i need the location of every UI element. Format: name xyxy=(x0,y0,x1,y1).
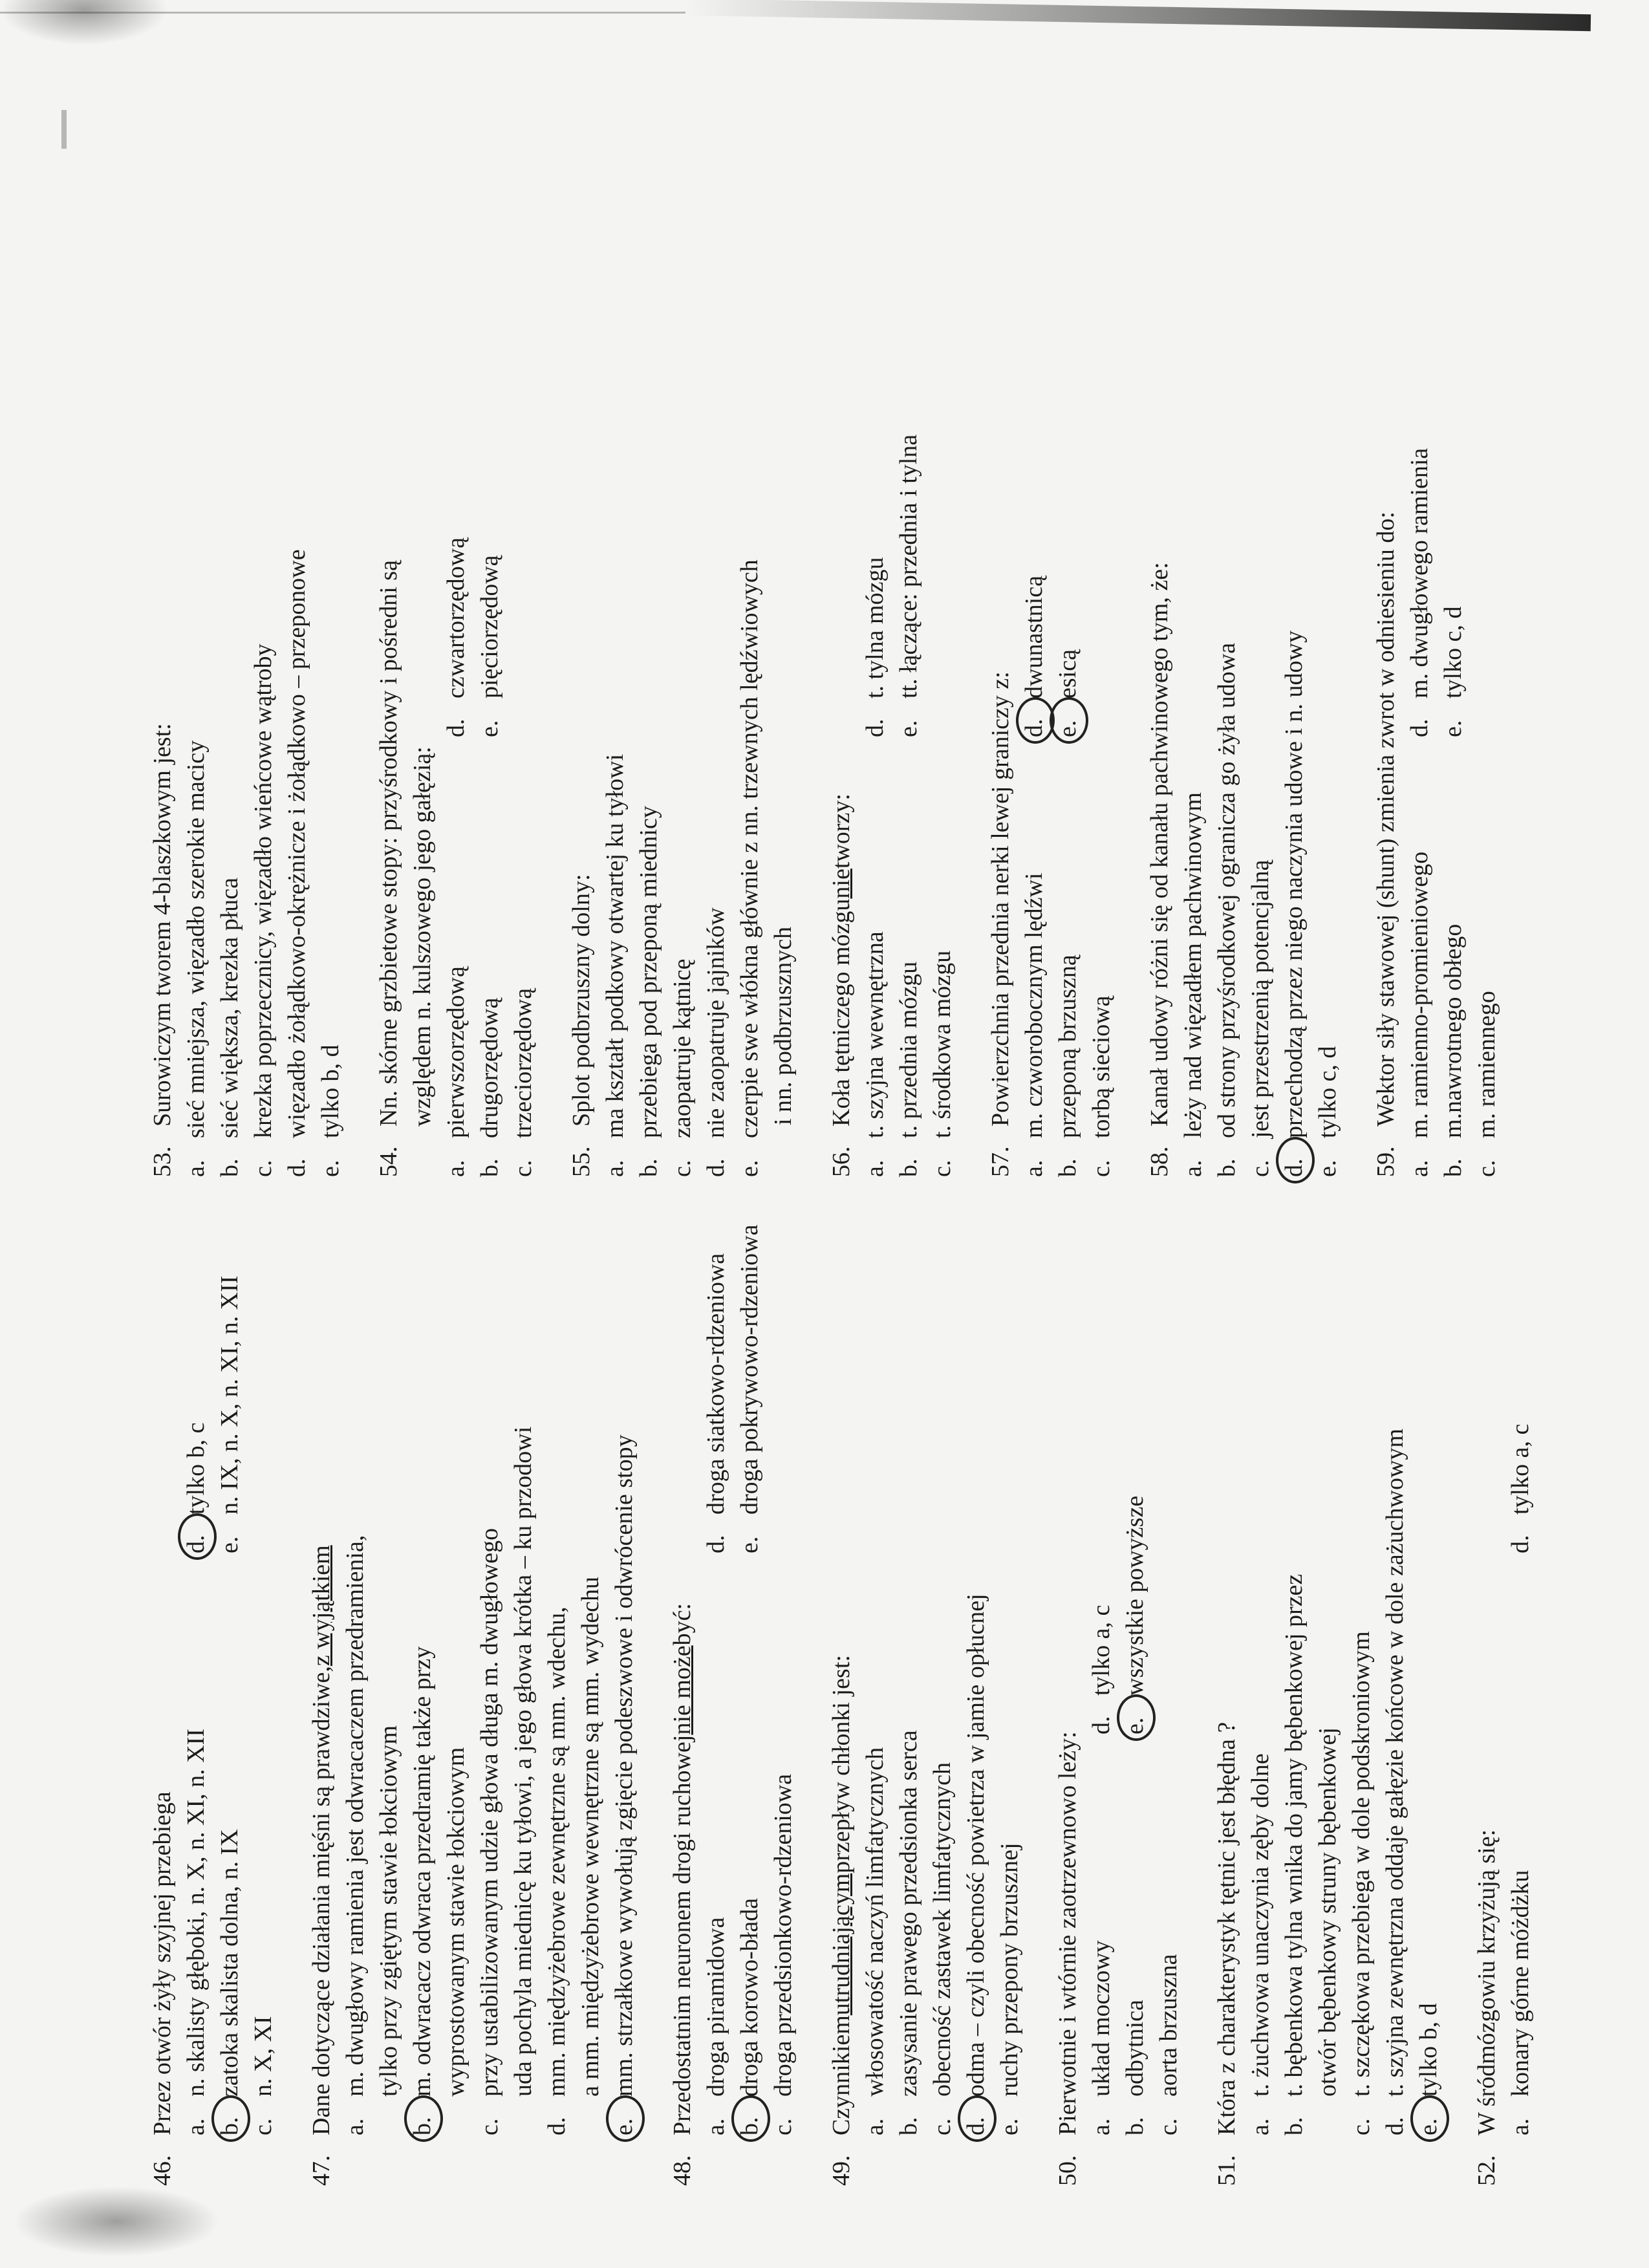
question-number: 52. xyxy=(1473,2155,1500,2186)
option-text: układ moczowy xyxy=(1088,1940,1115,2097)
option-text: tylko c, d xyxy=(1439,606,1467,698)
hand-circle-mark xyxy=(958,2095,997,2142)
option-text: m. ramienno-promieniowego xyxy=(1406,851,1433,1138)
question-number: 47. xyxy=(308,2155,335,2186)
option-text: przechodzą przez niego naczynia udowe i n. udowy xyxy=(1280,631,1308,1138)
option-letter: b. xyxy=(409,2117,436,2135)
option-letter: d. xyxy=(1280,1158,1308,1177)
option-letter: a. xyxy=(1180,1160,1207,1177)
option-text: m. dwugłowego ramienia xyxy=(1406,448,1433,698)
question-stem: Dane dotyczące działania mięśni są prawdziwe, xyxy=(308,1666,335,2135)
scan-noise-bottom-left xyxy=(13,2186,220,2257)
option-letter: e. xyxy=(610,2118,638,2135)
option-letter: a. xyxy=(1088,2118,1115,2135)
option-letter: d. xyxy=(182,1535,210,1553)
question-55 xyxy=(565,168,800,1177)
question-number: 57. xyxy=(987,1146,1014,1177)
option-text: droga korowo-błada xyxy=(736,1897,763,2097)
option-text: tt. łączące: przednia i tylna xyxy=(895,434,922,698)
option-letter: d. xyxy=(702,1535,729,1553)
option-text: t. szyjna zewnętrzna oddaje gałęzie końcowe w dole zażuchwowym xyxy=(1381,1429,1408,2097)
option-letter: a. xyxy=(442,1160,469,1177)
option-letter: e. xyxy=(1314,1160,1341,1177)
option-text: ma kształt podkowy otwartej ku tyłowi xyxy=(601,753,629,1138)
option-text: nie zaopatruje jajników xyxy=(702,907,729,1138)
option-text: drugorzędową xyxy=(476,997,503,1138)
question-stem: Kanał udowy różni się od kanału pachwinowego tym, że: xyxy=(1146,562,1173,1127)
scan-noise-top-left xyxy=(0,0,168,45)
option-text-cont: wyprostowanym stawie łokciowym xyxy=(442,1747,469,2097)
option-letter: c. xyxy=(510,1160,537,1177)
question-49 xyxy=(824,1177,1026,2186)
option-letter: b. xyxy=(1054,1158,1081,1177)
option-letter: a. xyxy=(182,1160,210,1177)
option-letter: c. xyxy=(1247,1160,1274,1177)
option-text: tylko a, c xyxy=(1507,1423,1534,1515)
rotated-exam-page xyxy=(146,168,1633,2186)
option-letter: d. xyxy=(962,2117,989,2135)
option-letter: d. xyxy=(283,1158,310,1177)
question-46 xyxy=(146,1177,280,2186)
option-text: n. X, XI xyxy=(250,2016,277,2097)
option-letter: a. xyxy=(1020,1160,1048,1177)
option-text-cont: otwór bębenkowy struny bębenkowej xyxy=(1314,1727,1341,2097)
question-stem-emphasis: nie xyxy=(828,869,855,899)
option-text: tylko b, d xyxy=(1415,2003,1442,2097)
option-text: przy ustabilizowanym udzie głowa długa m. dwugłowego xyxy=(476,1528,503,2097)
question-51 xyxy=(1210,1177,1445,2186)
option-letter: c. xyxy=(1473,1160,1500,1177)
option-text: droga przedsionkowo-rdzeniowa xyxy=(770,1773,797,2097)
option-letter: d. xyxy=(861,718,889,737)
option-letter: d. xyxy=(442,718,469,737)
option-letter: b. xyxy=(476,1158,503,1177)
option-letter: b. xyxy=(1439,1158,1467,1177)
option-letter: e. xyxy=(996,2118,1023,2135)
option-text: trzeciorzędową xyxy=(510,988,537,1138)
option-letter: e. xyxy=(736,1536,763,1553)
hand-circle-mark xyxy=(1117,1694,1156,1741)
question-stem-emphasis: utrudniającym xyxy=(828,1873,855,2016)
option-text: m. czworobocznym lędźwi xyxy=(1020,872,1048,1138)
option-letter: a. xyxy=(861,2118,889,2135)
option-text: czerpie swe włókna głównie z nn. trzewnych lędźwiowych xyxy=(736,559,763,1138)
option-text: m. odwracacz odwraca przedramię także przy xyxy=(409,1646,436,2097)
option-letter: d. xyxy=(702,1158,729,1177)
question-stem: Czynnikiem xyxy=(828,2015,855,2135)
option-text: zatoka skalista dolna, n. IX xyxy=(216,1829,243,2097)
question-stem: tworzy: xyxy=(828,794,855,869)
question-stem-emphasis: nie może xyxy=(669,1645,696,1735)
option-text: m. ramiennego xyxy=(1473,991,1500,1138)
option-letter: d. xyxy=(543,2117,570,2135)
option-text: t. szyjna wewnętrzna xyxy=(861,931,889,1138)
option-letter: d. xyxy=(1381,2117,1408,2135)
option-text: od strony przyśrodkowej ogranicza go żyła udowa xyxy=(1213,642,1240,1138)
question-53 xyxy=(146,168,347,1177)
option-text: jest przestrzenią potencjalną xyxy=(1247,859,1274,1138)
question-58 xyxy=(1143,168,1344,1177)
option-letter: c. xyxy=(250,2118,277,2135)
question-stem: Pierwotnie i wtórnie zaotrzewnowo leży: xyxy=(1054,1731,1081,2135)
option-text: mm. strzałkowe wywołują zgięcie podeszwowe i odwrócenie stopy xyxy=(610,1434,638,2097)
question-stem: Przedostatnim neuronem drogi ruchowej xyxy=(669,1734,696,2135)
option-text: t. bębenkowa tylna wnika do jamy bębenkowej przez xyxy=(1280,1573,1308,2097)
option-letter: d. xyxy=(1507,1535,1534,1553)
option-letter: a. xyxy=(702,2118,729,2135)
option-letter: a. xyxy=(341,2118,369,2135)
option-text: n. skalisty głęboki, n. X, n. XI, n. XII xyxy=(182,1729,210,2097)
question-stem: Nn. skórne grzbietowe stopy: przyśrodkowy i pośredni są xyxy=(375,560,402,1127)
option-letter: b. xyxy=(1280,2117,1308,2135)
option-letter: e. xyxy=(1121,1717,1148,1734)
option-text: włosowatość naczyń limfatycznych xyxy=(861,1747,889,2097)
question-stem: Powierzchnia przednia nerki lewej graniczy z: xyxy=(987,671,1014,1127)
option-letter: a. xyxy=(182,2118,210,2135)
option-letter: b. xyxy=(736,2117,763,2135)
option-text: tylko b, c xyxy=(182,1422,210,1515)
option-text: n. IX, n. X, n. XI, n. XII xyxy=(216,1275,243,1515)
option-text: konary górne móżdżku xyxy=(1507,1870,1534,2097)
option-letter: c. xyxy=(1088,1160,1115,1177)
option-text: wszystkie powyższe xyxy=(1121,1495,1148,1696)
option-text: t. tylna mózgu xyxy=(861,557,889,698)
option-letter: a. xyxy=(1507,2118,1534,2135)
option-letter: b. xyxy=(895,2117,922,2135)
question-number: 51. xyxy=(1213,2155,1240,2186)
option-letter: b. xyxy=(635,1158,662,1177)
question-50 xyxy=(1051,1177,1185,2186)
option-letter: d. xyxy=(1406,718,1433,737)
option-text: m.nawrotnego obłego xyxy=(1439,923,1467,1138)
option-text: droga siatkowo-rdzeniowa xyxy=(702,1253,729,1515)
option-letter: e. xyxy=(476,720,503,737)
option-letter: b. xyxy=(1121,2117,1148,2135)
option-letter: a. xyxy=(861,1160,889,1177)
option-letter: e. xyxy=(1415,2118,1442,2135)
option-letter: d. xyxy=(1088,1716,1115,1734)
option-letter: e. xyxy=(1054,720,1081,737)
option-letter: c. xyxy=(669,1160,696,1177)
question-stem-cont: względem n. kulszowego jego gałęzią: xyxy=(409,746,436,1127)
option-text: tylko b, d xyxy=(317,1044,344,1138)
hand-circle-mark xyxy=(404,2095,443,2142)
question-stem: Wektor siły stawowej (shunt) zmienia zwrot w odniesieniu do: xyxy=(1372,512,1399,1127)
option-letter: e. xyxy=(216,1536,243,1553)
question-57 xyxy=(984,168,1118,1177)
option-letter: a. xyxy=(1247,2118,1274,2135)
option-letter: e. xyxy=(1439,720,1467,737)
option-text: tylko c, d xyxy=(1314,1046,1341,1138)
option-text: droga pokrywowo-rdzeniowa xyxy=(736,1224,763,1515)
option-text-cont: uda pochyla miednicę ku tyłowi, a jego głowa krótka – ku przodowi xyxy=(510,1426,537,2097)
question-number: 53. xyxy=(149,1146,176,1177)
question-number: 59. xyxy=(1372,1146,1399,1177)
question-number: 54. xyxy=(375,1146,402,1177)
option-text: przeponą brzuszną xyxy=(1054,955,1081,1138)
option-text: obecność zastawek limfatycznych xyxy=(929,1762,956,2097)
option-text: leży nad więzadłem pachwinowym xyxy=(1180,792,1207,1138)
question-52 xyxy=(1470,1177,1537,2186)
option-text: esicą xyxy=(1054,649,1081,698)
option-text: odbytnica xyxy=(1121,2000,1148,2097)
left-column xyxy=(146,1177,1633,2186)
option-letter: e. xyxy=(895,720,922,737)
question-number: 58. xyxy=(1146,1146,1173,1177)
option-text: droga piramidowa xyxy=(702,1917,729,2097)
option-letter: b. xyxy=(1213,1158,1240,1177)
hand-circle-mark xyxy=(211,2095,250,2142)
option-text: krezka poprzecznicy, więzadło wieńcowe wątroby xyxy=(250,643,277,1138)
option-letter: a. xyxy=(1406,1160,1433,1177)
question-number: 48. xyxy=(669,2155,696,2186)
hand-circle-mark xyxy=(1016,697,1055,744)
question-number: 55. xyxy=(568,1146,595,1177)
question-stem: W śródmózgowiu krzyżują się: xyxy=(1473,1829,1500,2135)
question-number: 46. xyxy=(149,2155,176,2186)
option-text: torbą sieciową xyxy=(1088,995,1115,1138)
option-text: pierwszorzędową xyxy=(442,966,469,1138)
question-number: 50. xyxy=(1054,2155,1081,2186)
option-letter: c. xyxy=(1348,2118,1375,2135)
hand-circle-mark xyxy=(1410,2095,1449,2142)
option-letter: c. xyxy=(770,2118,797,2135)
hand-circle-mark xyxy=(1050,697,1088,744)
question-stem-emphasis: z wyjątkiem xyxy=(308,1545,335,1667)
option-letter: a. xyxy=(601,1160,629,1177)
question-number: 56. xyxy=(828,1146,855,1177)
option-letter: c. xyxy=(250,1160,277,1177)
option-text-cont: tylko przy zgiętym stawie łokciowym xyxy=(375,1725,402,2097)
option-text: pięciorzędową xyxy=(476,555,503,698)
option-letter: e. xyxy=(736,1160,763,1177)
hand-circle-mark xyxy=(178,1513,217,1560)
hand-circle-mark xyxy=(1276,1137,1315,1183)
option-letter: b. xyxy=(216,2117,243,2135)
question-number: 49. xyxy=(828,2155,855,2186)
option-text-cont: i nn. podbrzusznych xyxy=(770,926,797,1125)
hand-circle-mark xyxy=(731,2095,770,2142)
option-text: ruchy przepony brzusznej xyxy=(996,1842,1023,2097)
option-text: sieć mniejsza, więzadło szerokie macicy xyxy=(182,740,210,1138)
question-stem: Splot podbrzuszny dolny: xyxy=(568,874,595,1127)
option-letter: c. xyxy=(476,2118,503,2135)
question-stem: Która z charakterystyk tętnic jest błędna ? xyxy=(1213,1722,1240,2135)
option-letter: b. xyxy=(216,1158,243,1177)
option-text: sieć większa, krezka płuca xyxy=(216,877,243,1138)
question-56 xyxy=(824,168,959,1177)
option-text: dwunastnicą xyxy=(1020,576,1048,698)
option-letter: c. xyxy=(929,1160,956,1177)
option-text: zasysanie prawego przedsionka serca xyxy=(895,1730,922,2097)
hand-circle-mark xyxy=(606,2095,645,2142)
question-stem: przepływ chłonki jest: xyxy=(828,1655,855,1874)
option-text-cont: a mm. międzyżebrowe wewnętrzne są mm. wydechu xyxy=(577,1576,604,2097)
question-stem: Surowiczym tworem 4-blaszkowym jest: xyxy=(149,723,176,1127)
option-text: mm. międzyżebrowe zewnętrzne są mm. wdechu, xyxy=(543,1606,570,2097)
option-text: więzadło żołądkowo-okrężnicze i żołądkowo – przeponowe xyxy=(283,549,310,1138)
question-stem: Przez otwór żyły szyjnej przebiega xyxy=(149,1791,176,2135)
question-stem: być: xyxy=(669,1603,696,1646)
scan-speck xyxy=(61,110,67,149)
option-letter: e. xyxy=(317,1160,344,1177)
question-stem: Koła tętniczego mózgu xyxy=(828,898,855,1127)
option-text: odma – czyli obecność powietrza w jamie opłucnej xyxy=(962,1593,989,2097)
option-text: m. dwugłowy ramienia jest odwracaczem przedramienia, xyxy=(341,1535,369,2097)
option-text: t. przednia mózgu xyxy=(895,961,922,1138)
option-text: t. środkowa mózgu xyxy=(929,950,956,1138)
option-text: t. żuchwowa unaczynia zęby dolne xyxy=(1247,1753,1274,2097)
question-48 xyxy=(665,1177,800,2186)
option-letter: c. xyxy=(1155,2118,1182,2135)
option-text: przebiega pod przeponą miednicy xyxy=(635,806,662,1138)
option-text: zaopatruje kątnicę xyxy=(669,958,696,1138)
option-letter: c. xyxy=(929,2118,956,2135)
scan-top-streak xyxy=(0,0,1649,39)
question-47 xyxy=(305,1177,641,2186)
option-letter: b. xyxy=(895,1158,922,1177)
option-letter: d. xyxy=(1020,718,1048,737)
option-text: czwartorzędową xyxy=(442,537,469,698)
option-text: tylko a, c xyxy=(1088,1604,1115,1696)
option-text: t. szczękowa przebiega w dole podskroniowym xyxy=(1348,1631,1375,2097)
option-text: aorta brzuszna xyxy=(1155,1954,1182,2097)
question-54 xyxy=(372,168,540,1177)
right-column xyxy=(146,168,1633,1177)
question-59 xyxy=(1369,168,1503,1177)
